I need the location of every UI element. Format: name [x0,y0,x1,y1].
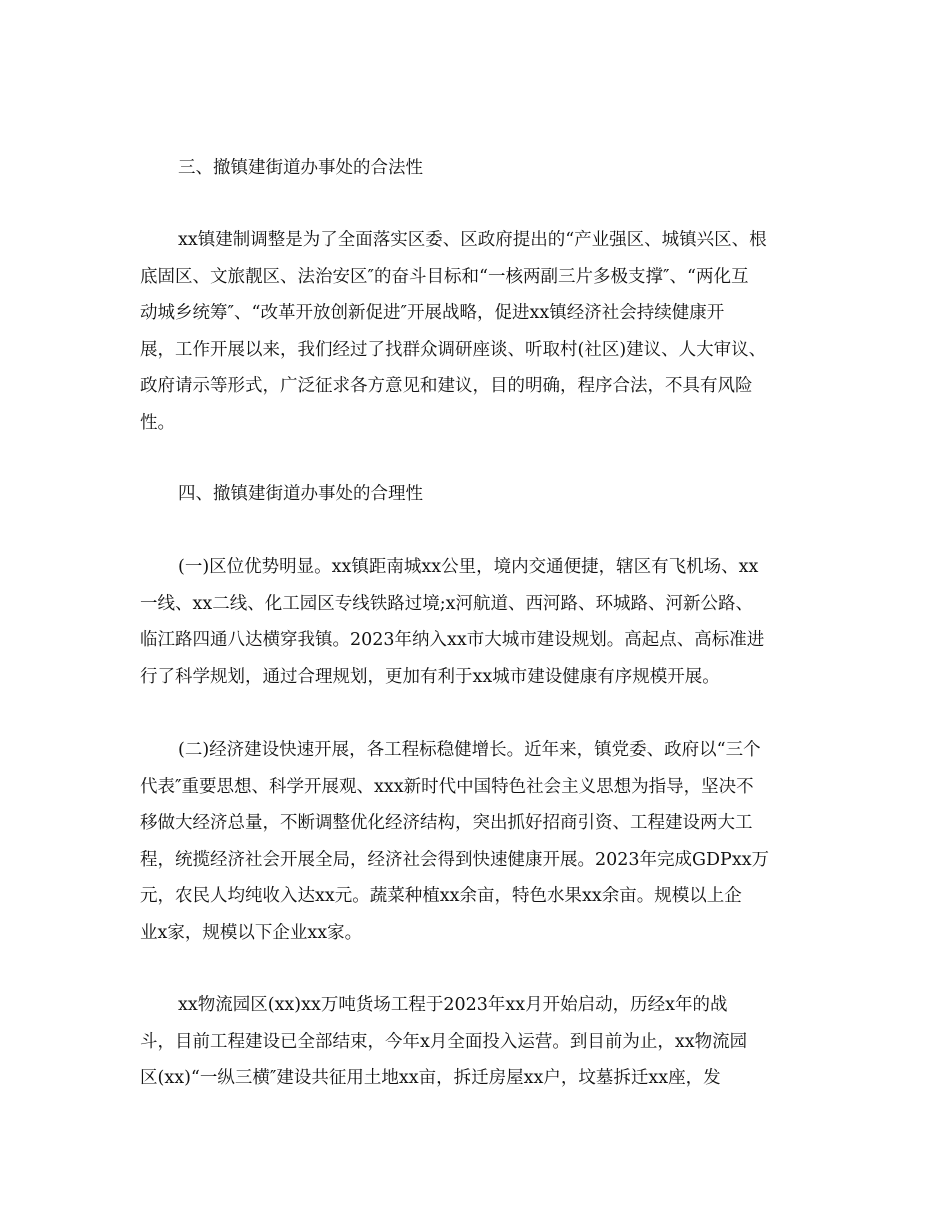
paragraph-line: xx物流园区(xx)xx万吨货场工程于2023年xx月开始启动，历经x年的战 [178,995,728,1015]
paragraph-line: 展，工作开展以来，我们经过了找群众调研座谈、听取村(社区)建议、人大审议、 [140,339,767,360]
paragraph-legality [140,222,810,442]
section-heading-legality: 三、撤镇建街道办事处的合法性 [178,158,423,178]
paragraph-location-advantage [140,549,810,695]
paragraph-line: 区(xx)“一纵三横″建设共征用土地xx亩，拆迁房屋xx户，坟墓拆迁xx座，发 [140,1068,721,1089]
paragraph-line: 一线、xx二线、化工园区专线铁路过境;x河航道、西河路、环城路、河新公路、 [140,593,754,614]
paragraph-line: 政府请示等形式，广泛征求各方意见和建议，目的明确，程序合法，不具有风险 [140,376,753,397]
paragraph-logistics-park [140,987,810,1097]
paragraph-line: 斗，目前工程建设已全部结束，今年x月全面投入运营。到目前为止，xx物流园 [140,1031,748,1052]
paragraph-line: 行了科学规划，通过合理规划，更加有利于xx城市建设健康有序规模开展。 [140,666,720,687]
paragraph-line: 元，农民人均纯收入达xx元。蔬菜种植xx余亩，特色水果xx余亩。规模以上企 [140,886,742,907]
paragraph-line: (一)区位优势明显。xx镇距南城xx公里，境内交通便捷，辖区有飞机场、xx [178,557,759,577]
paragraph-line: 代表″重要思想、科学开展观、xxx新时代中国特色社会主义思想为指导，坚决不 [140,776,754,797]
paragraph-line: 底固区、文旅靓区、法治安区″的奋斗目标和“一核两副三片多极支撑″、“两化互 [140,266,749,287]
paragraph-line: (二)经济建设快速开展，各工程标稳健增长。近年来，镇党委、政府以“三个 [178,740,761,760]
paragraph-line: 业x家，规模以下企业xx家。 [140,922,363,943]
paragraph-line: 移做大经济总量，不断调整优化经济结构，突出抓好招商引资、工程建设两大工 [140,813,753,834]
section-heading-rationality: 四、撤镇建街道办事处的合理性 [178,484,423,504]
paragraph-line: 动城乡统筹″、“改革开放创新促进″开展战略，促进xx镇经济社会持续健康开 [140,303,725,324]
paragraph-economic-development [140,732,810,952]
paragraph-line: 性。 [140,412,175,433]
paragraph-line: 程，统揽经济社会开展全局，经济社会得到快速健康开展。2023年完成GDPxx万 [140,849,770,870]
paragraph-line: xx镇建制调整是为了全面落实区委、区政府提出的“产业强区、城镇兴区、根 [178,230,767,250]
paragraph-line: 临江路四通八达横穿我镇。2023年纳入xx市大城市建设规划。高起点、高标准进 [140,630,765,651]
